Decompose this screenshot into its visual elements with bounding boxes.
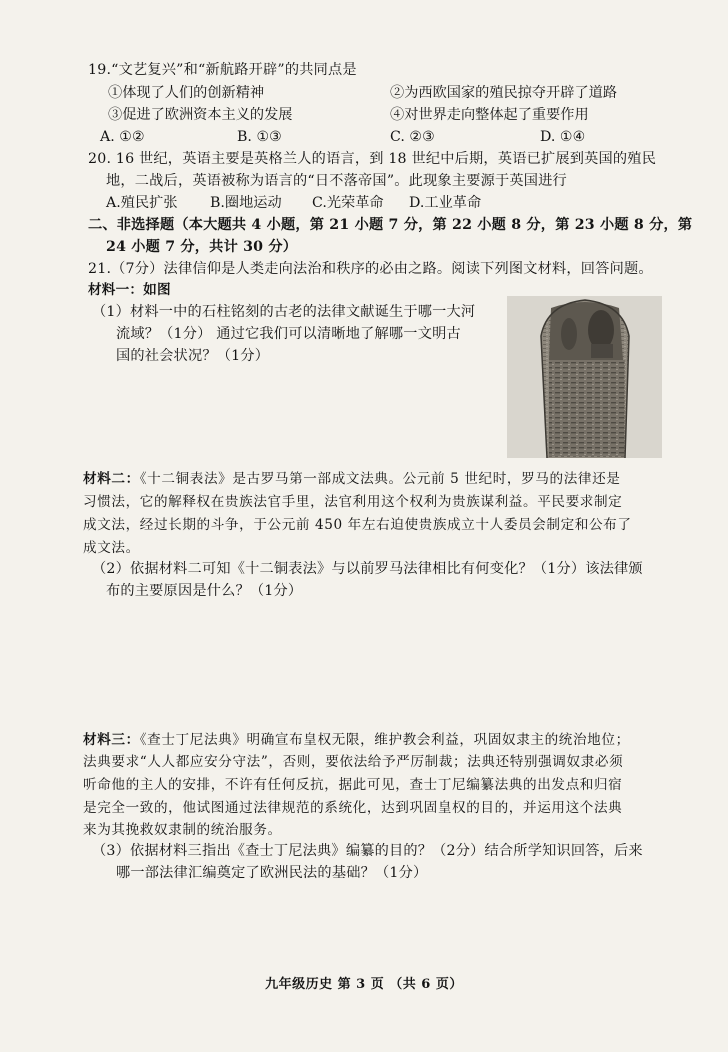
q21-sub3-line-1: （3）依据材料三指出《查士丁尼法典》编纂的目的？（2分）结合所学知识回答，后来 — [92, 843, 643, 859]
q20-line-2: 地，二战后，英语被称为语言的“日不落帝国”。此现象主要源于英国进行 — [106, 173, 567, 189]
q19-choice-c: C. ②③ — [390, 129, 435, 145]
q19-option-2: ②为西欧国家的殖民掠夺开辟了道路 — [390, 85, 618, 101]
material-2-line-3: 成文法，经过长期的斗争，于公元前 450 年左右迫使贵族成立十人委员会制定和公布了 — [83, 517, 632, 533]
material-3-line-5: 来为其挽救奴隶制的统治服务。 — [83, 822, 282, 838]
material-3-text-1: 《查士丁尼法典》明确宣布皇权无限，维护教会利益，巩固奴隶主的统治地位； — [139, 732, 630, 748]
material-2-label: 材料二： — [83, 471, 140, 487]
q19-stem: 19.“文艺复兴”和“新航路开辟”的共同点是 — [88, 62, 357, 78]
hammurabi-stele-image — [507, 296, 662, 458]
material-1-label: 材料一：如图 — [88, 282, 171, 298]
q19-option-4: ④对世界走向整体起了重要作用 — [390, 107, 589, 123]
q21-sub1-line-1: （1）材料一中的石柱铭刻的古老的法律文献诞生于哪一大河 — [92, 304, 476, 320]
material-2-line-1 — [83, 469, 620, 489]
material-3-label: 材料三： — [83, 732, 140, 748]
q21-sub3-line-2: 哪一部法律汇编奠定了欧洲民法的基础？（1分） — [116, 865, 428, 881]
page-footer: 九年级历史 第 3 页 （共 6 页） — [265, 977, 463, 992]
q19-choice-b: B. ①③ — [237, 129, 282, 145]
q21-sub1-line-3: 国的社会状况？（1分） — [116, 348, 270, 364]
q20-choice-c: C.光荣革命 — [312, 195, 384, 211]
q20-choice-d: D.工业革命 — [409, 195, 482, 211]
q20-choice-b: B.圈地运动 — [210, 195, 282, 211]
q19-option-1: ①体现了人们的创新精神 — [108, 85, 265, 101]
material-3-line-3: 听命他的主人的安排，不许有任何反抗，据此可见，查士丁尼编纂法典的出发点和归宿 — [83, 777, 623, 793]
material-2-line-4: 成文法。 — [83, 540, 140, 556]
q21-stem: 21.（7分）法律信仰是人类走向法治和秩序的必由之路。阅读下列图文材料，回答问题。 — [88, 261, 653, 277]
q19-option-3: ③促进了欧洲资本主义的发展 — [108, 107, 293, 123]
q21-sub2-line-2: 布的主要原因是什么？（1分） — [106, 583, 303, 599]
material-2-text-1: 《十二铜表法》是古罗马第一部成文法典。公元前 5 世纪时，罗马的法律还是 — [139, 471, 621, 487]
q20-line-1: 20. 16 世纪，英语主要是英格兰人的语言，到 18 世纪中后期，英语已扩展到英国的殖民 — [88, 151, 657, 167]
section-2-heading-line-2: 24 小题 7 分，共计 30 分） — [106, 239, 298, 255]
q21-sub1-line-2: 流域？（1分） 通过它我们可以清晰地了解哪一文明古 — [116, 326, 461, 342]
section-2-heading-line-1: 二、非选择题（本大题共 4 小题，第 21 小题 7 分，第 22 小题 8 分，第 23 小题 8 分，第 — [88, 217, 693, 233]
q19-choice-d: D. ①④ — [540, 129, 586, 145]
q20-choice-a: A.殖民扩张 — [106, 195, 178, 211]
material-3-line-2: 法典要求“人人都应安分守法”，否则，要依法给予严厉制裁；法典还特别强调奴隶必须 — [83, 754, 624, 770]
material-2-line-2: 习惯法，它的解释权在贵族法官手里，法官利用这个权利为贵族谋利益。平民要求制定 — [83, 494, 623, 510]
q19-choice-a: A. ①② — [100, 129, 145, 145]
material-3-line-1 — [83, 730, 630, 750]
q21-sub2-line-1: （2）依据材料二可知《十二铜表法》与以前罗马法律相比有何变化？（1分）该法律颁 — [92, 561, 643, 577]
material-3-line-4: 是完全一致的，他试图通过法律规范的系统化，达到巩固皇权的目的，并运用这个法典 — [83, 800, 623, 816]
